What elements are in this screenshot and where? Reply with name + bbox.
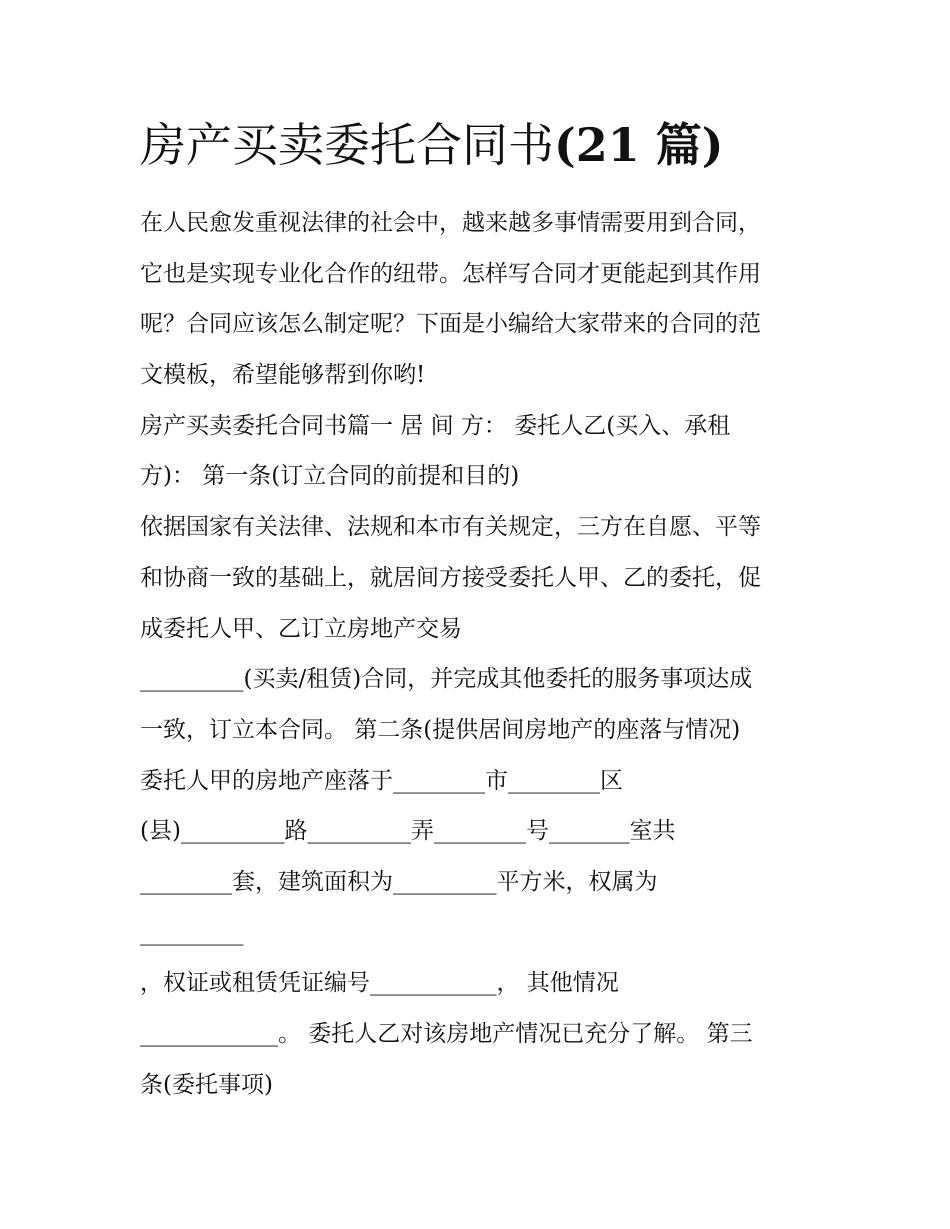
body-line: ，权证或租赁凭证编号___________， 其他情况 — [140, 970, 619, 997]
document-body — [140, 198, 820, 1110]
body-line: (县)_________路_________弄________号_______室共 — [140, 818, 676, 845]
body-line: 和协商一致的基础上，就居间方接受委托人甲、乙的委托，促 — [140, 564, 761, 591]
body-line: _________ — [140, 919, 244, 946]
body-line: 依据国家有关法律、法规和本市有关规定，三方在自愿、平等 — [140, 514, 761, 541]
title-count: (21 篇) — [554, 118, 724, 172]
body-line: ________套，建筑面积为_________平方米，权属为 — [140, 868, 658, 895]
body-line: 委托人甲的房地产座落于________市________区 — [140, 767, 623, 794]
body-line: ____________。 委托人乙对该房地产情况已充分了解。 第三 — [140, 1021, 753, 1047]
body-line: 方)： 第一条(订立合同的前提和目的) — [140, 463, 520, 490]
document-title — [140, 114, 840, 176]
body-line: 呢？合同应该怎么制定呢？下面是小编给大家带来的合同的范 — [140, 311, 761, 338]
body-line: 它也是实现专业化合作的纽带。怎样写合同才更能起到其作用 — [140, 260, 761, 287]
body-line: 条(委托事项) — [140, 1071, 273, 1098]
body-line: 成委托人甲、乙订立房地产交易 — [140, 615, 462, 642]
body-line: 在人民愈发重视法律的社会中，越来越多事情需要用到合同， — [140, 210, 761, 236]
title-text: 房产买卖委托合同书 — [140, 118, 554, 172]
body-line: _________(买卖/租赁)合同，并完成其他委托的服务事项达成 — [140, 666, 753, 693]
body-line: 文模板，希望能够帮到你哟! — [140, 362, 426, 389]
body-line: 房产买卖委托合同书篇一 居 间 方： 委托人乙(买入、承租 — [140, 412, 731, 439]
body-line: 一致，订立本合同。 第二条(提供居间房地产的座落与情况) — [140, 716, 741, 743]
